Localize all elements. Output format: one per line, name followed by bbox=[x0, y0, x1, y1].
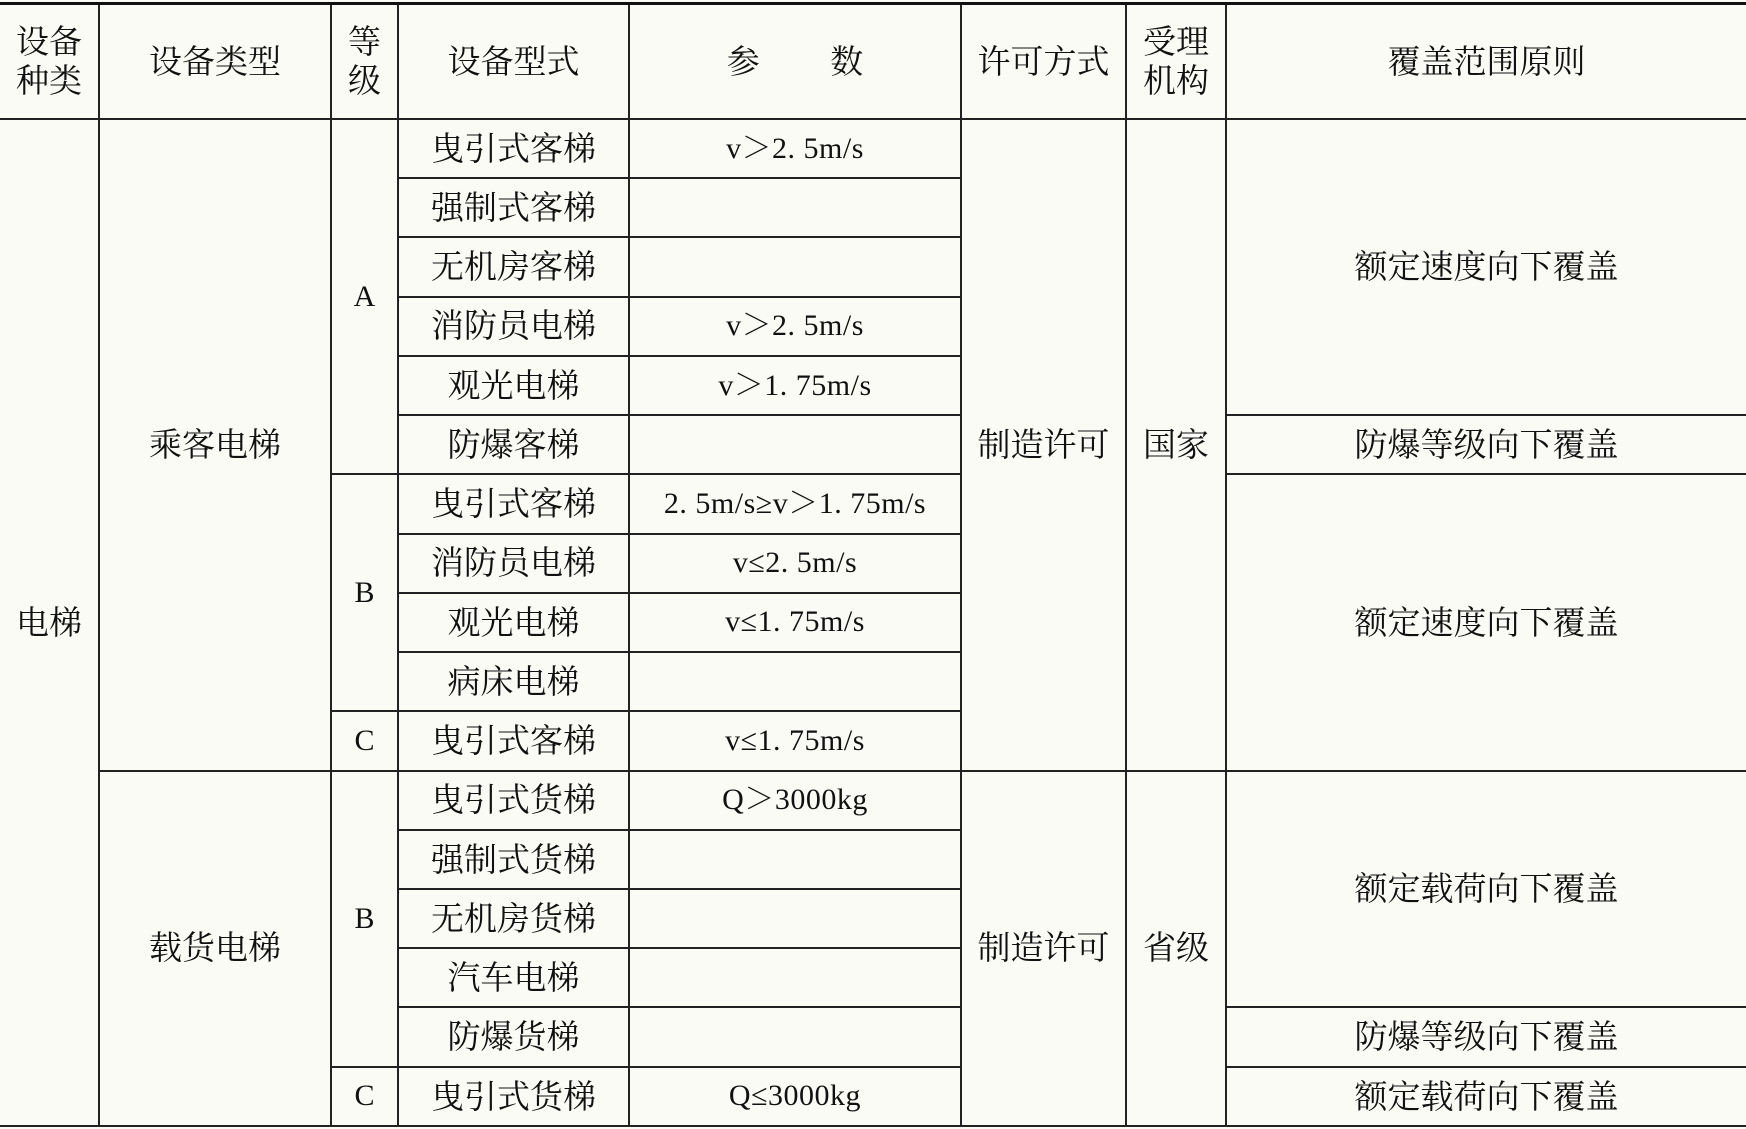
param-cell bbox=[629, 415, 961, 474]
agency-cell: 国家 bbox=[1126, 119, 1226, 771]
license-cell: 制造许可 bbox=[961, 771, 1126, 1126]
header-type: 设备类型 bbox=[99, 4, 331, 119]
header-model: 设备型式 bbox=[398, 4, 629, 119]
model-cell: 曳引式客梯 bbox=[398, 474, 629, 533]
param-cell: v＞2. 5m/s bbox=[629, 119, 961, 178]
model-cell: 强制式客梯 bbox=[398, 178, 629, 237]
model-cell: 曳引式客梯 bbox=[398, 711, 629, 770]
param-cell: Q＞3000kg bbox=[629, 771, 961, 830]
grade-cell: B bbox=[331, 474, 398, 711]
coverage-cell: 额定载荷向下覆盖 bbox=[1226, 1067, 1746, 1126]
grade-cell: B bbox=[331, 771, 398, 1067]
param-cell: v＞1. 75m/s bbox=[629, 356, 961, 415]
grade-cell: C bbox=[331, 711, 398, 770]
param-cell bbox=[629, 948, 961, 1007]
param-cell bbox=[629, 178, 961, 237]
model-cell: 消防员电梯 bbox=[398, 297, 629, 356]
param-cell: v≤1. 75m/s bbox=[629, 593, 961, 652]
coverage-cell: 防爆等级向下覆盖 bbox=[1226, 1007, 1746, 1066]
param-cell bbox=[629, 237, 961, 296]
group-type-cell: 乘客电梯 bbox=[99, 119, 331, 771]
model-cell: 强制式货梯 bbox=[398, 830, 629, 889]
param-cell: v＞2. 5m/s bbox=[629, 297, 961, 356]
model-cell: 曳引式客梯 bbox=[398, 119, 629, 178]
coverage-cell: 额定速度向下覆盖 bbox=[1226, 474, 1746, 770]
grade-cell: A bbox=[331, 119, 398, 474]
param-cell bbox=[629, 1007, 961, 1066]
param-cell: v≤1. 75m/s bbox=[629, 711, 961, 770]
param-cell bbox=[629, 830, 961, 889]
coverage-cell: 额定载荷向下覆盖 bbox=[1226, 771, 1746, 1008]
model-cell: 防爆客梯 bbox=[398, 415, 629, 474]
header-agency: 受理 机构 bbox=[1126, 4, 1226, 119]
coverage-cell: 额定速度向下覆盖 bbox=[1226, 119, 1746, 415]
coverage-cell: 防爆等级向下覆盖 bbox=[1226, 415, 1746, 474]
param-cell bbox=[629, 652, 961, 711]
table-row bbox=[0, 119, 1746, 178]
model-cell: 防爆货梯 bbox=[398, 1007, 629, 1066]
model-cell: 曳引式货梯 bbox=[398, 1067, 629, 1126]
model-cell: 无机房客梯 bbox=[398, 237, 629, 296]
param-cell: Q≤3000kg bbox=[629, 1067, 961, 1126]
header-coverage: 覆盖范围原则 bbox=[1226, 4, 1746, 119]
model-cell: 观光电梯 bbox=[398, 593, 629, 652]
header-param: 参 数 bbox=[629, 4, 961, 119]
model-cell: 无机房货梯 bbox=[398, 889, 629, 948]
model-cell: 消防员电梯 bbox=[398, 534, 629, 593]
group-type-cell: 载货电梯 bbox=[99, 771, 331, 1126]
grade-cell: C bbox=[331, 1067, 398, 1126]
header-grade: 等 级 bbox=[331, 4, 398, 119]
header-category: 设备 种类 bbox=[0, 4, 99, 119]
header-row bbox=[0, 4, 1746, 119]
param-cell: v≤2. 5m/s bbox=[629, 534, 961, 593]
category-cell: 电梯 bbox=[0, 119, 99, 1126]
model-cell: 曳引式货梯 bbox=[398, 771, 629, 830]
elevator-license-table bbox=[0, 2, 1746, 1127]
model-cell: 观光电梯 bbox=[398, 356, 629, 415]
model-cell: 汽车电梯 bbox=[398, 948, 629, 1007]
table-row bbox=[0, 771, 1746, 830]
param-cell bbox=[629, 889, 961, 948]
agency-cell: 省级 bbox=[1126, 771, 1226, 1126]
model-cell: 病床电梯 bbox=[398, 652, 629, 711]
header-license: 许可方式 bbox=[961, 4, 1126, 119]
param-cell: 2. 5m/s≥v＞1. 75m/s bbox=[629, 474, 961, 533]
license-cell: 制造许可 bbox=[961, 119, 1126, 771]
